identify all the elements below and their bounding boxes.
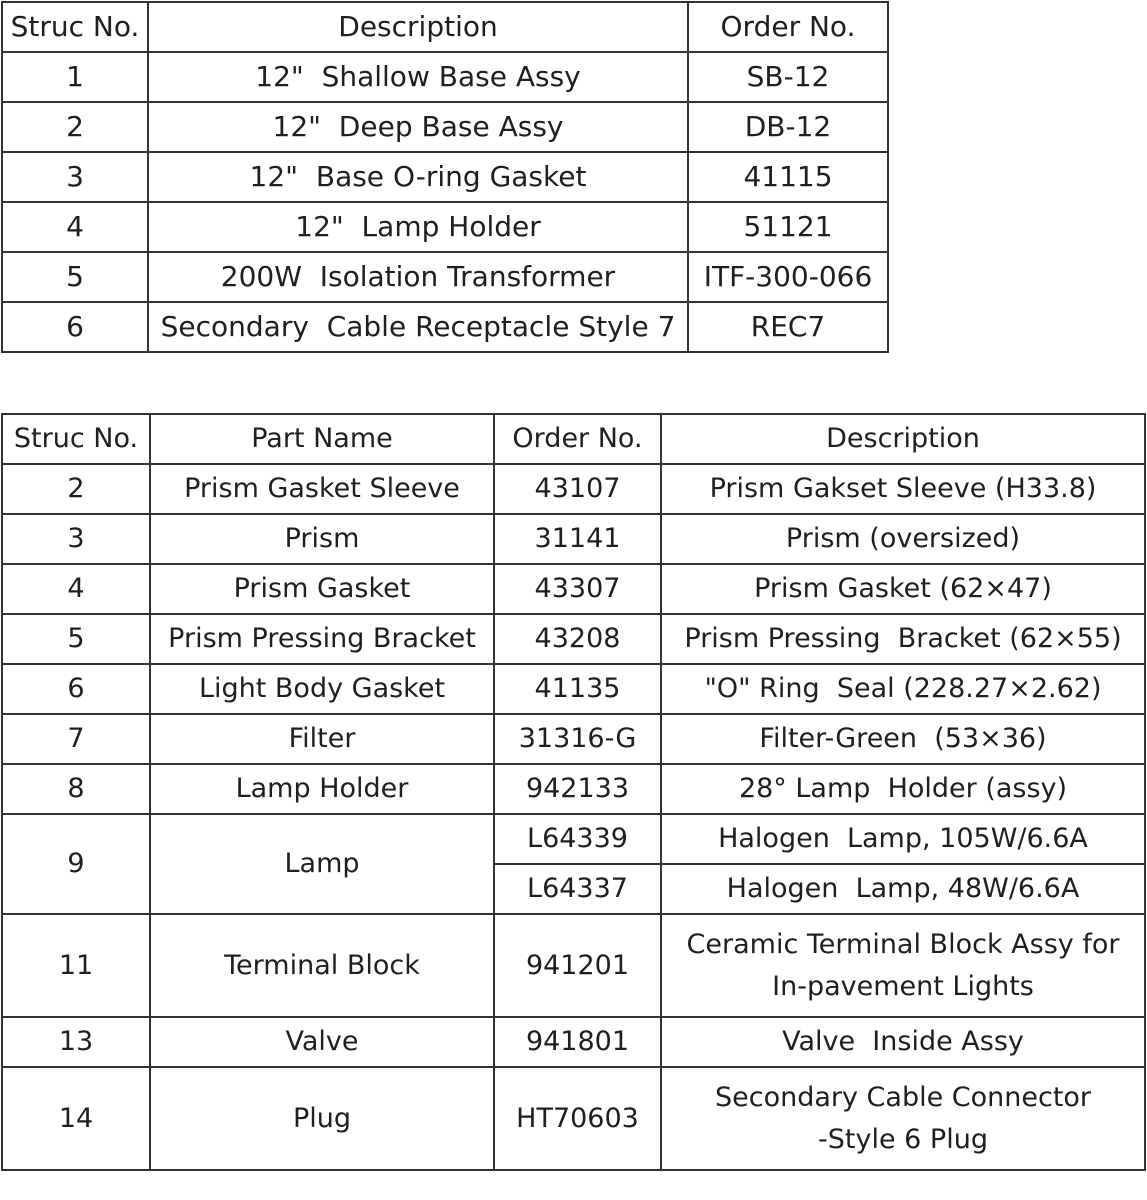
part-name-cell: Valve — [150, 1017, 494, 1067]
part-name-cell: Plug — [150, 1067, 494, 1170]
struc-no-cell: 6 — [2, 302, 148, 352]
description-cell: Prism Gakset Sleeve (H33.8) — [661, 464, 1145, 514]
order-no-cell: L64339 — [494, 814, 661, 864]
struc-no-cell: 4 — [2, 564, 150, 614]
table-row — [2, 764, 1145, 814]
description-cell: Prism Gasket (62×47) — [661, 564, 1145, 614]
description-cell: 28° Lamp Holder (assy) — [661, 764, 1145, 814]
struc-no-cell: 4 — [2, 202, 148, 252]
table-row — [2, 614, 1145, 664]
description-cell: Halogen Lamp, 105W/6.6A — [661, 814, 1145, 864]
order-no-cell: 43208 — [494, 614, 661, 664]
description-cell: Ceramic Terminal Block Assy for In-pavement Lights — [661, 914, 1145, 1017]
description-cell: Halogen Lamp, 48W/6.6A — [661, 864, 1145, 914]
part-name-cell: Filter — [150, 714, 494, 764]
part-name-cell: Terminal Block — [150, 914, 494, 1017]
table-row — [2, 152, 888, 202]
description-cell: 200W Isolation Transformer — [148, 252, 688, 302]
table-row — [2, 564, 1145, 614]
table-row — [2, 302, 888, 352]
description-cell: 12" Lamp Holder — [148, 202, 688, 252]
parts-table — [1, 413, 1146, 1171]
table-row — [2, 52, 888, 102]
part-name-cell: Prism Gasket — [150, 564, 494, 614]
order-no-cell: 941801 — [494, 1017, 661, 1067]
table-row — [2, 814, 1145, 864]
part-name-cell: Prism Gasket Sleeve — [150, 464, 494, 514]
description-cell: Prism Pressing Bracket (62×55) — [661, 614, 1145, 664]
order-no-cell: 31316-G — [494, 714, 661, 764]
order-no-cell: REC7 — [688, 302, 888, 352]
struc-no-cell: 5 — [2, 614, 150, 664]
order-no-cell: 942133 — [494, 764, 661, 814]
table-row — [2, 664, 1145, 714]
struc-no-cell: 1 — [2, 52, 148, 102]
table-row — [2, 1017, 1145, 1067]
part-name-cell: Lamp — [150, 814, 494, 914]
description-cell: "O" Ring Seal (228.27×2.62) — [661, 664, 1145, 714]
structure-table — [1, 1, 889, 353]
order-no-cell: L64337 — [494, 864, 661, 914]
order-no-cell: ITF-300-066 — [688, 252, 888, 302]
header-description: Description — [661, 414, 1145, 464]
part-name-cell: Lamp Holder — [150, 764, 494, 814]
struc-no-cell: 2 — [2, 102, 148, 152]
order-no-cell: 43107 — [494, 464, 661, 514]
struc-no-cell: 8 — [2, 764, 150, 814]
header-row — [2, 414, 1145, 464]
header-row — [2, 2, 888, 52]
table-row — [2, 1067, 1145, 1170]
struc-no-cell: 11 — [2, 914, 150, 1017]
header-struc-no: Struc No. — [2, 2, 148, 52]
description-cell: 12" Deep Base Assy — [148, 102, 688, 152]
part-name-cell: Prism Pressing Bracket — [150, 614, 494, 664]
struc-no-cell: 6 — [2, 664, 150, 714]
description-cell: Secondary Cable Receptacle Style 7 — [148, 302, 688, 352]
header-struc-no: Struc No. — [2, 414, 150, 464]
struc-no-cell: 14 — [2, 1067, 150, 1170]
header-order-no: Order No. — [688, 2, 888, 52]
part-name-cell: Light Body Gasket — [150, 664, 494, 714]
order-no-cell: SB-12 — [688, 52, 888, 102]
table-row — [2, 514, 1145, 564]
description-cell: Prism (oversized) — [661, 514, 1145, 564]
order-no-cell: HT70603 — [494, 1067, 661, 1170]
order-no-cell: 41135 — [494, 664, 661, 714]
description-cell: Secondary Cable Connector -Style 6 Plug — [661, 1067, 1145, 1170]
table-row — [2, 102, 888, 152]
struc-no-cell: 5 — [2, 252, 148, 302]
header-order-no: Order No. — [494, 414, 661, 464]
struc-no-cell: 7 — [2, 714, 150, 764]
order-no-cell: 31141 — [494, 514, 661, 564]
header-description: Description — [148, 2, 688, 52]
table-row — [2, 464, 1145, 514]
struc-no-cell: 3 — [2, 152, 148, 202]
order-no-cell: 43307 — [494, 564, 661, 614]
struc-no-cell: 2 — [2, 464, 150, 514]
description-cell: Valve Inside Assy — [661, 1017, 1145, 1067]
table-row — [2, 714, 1145, 764]
order-no-cell: 41115 — [688, 152, 888, 202]
struc-no-cell: 13 — [2, 1017, 150, 1067]
part-name-cell: Prism — [150, 514, 494, 564]
struc-no-cell: 9 — [2, 814, 150, 914]
order-no-cell: 51121 — [688, 202, 888, 252]
description-cell: 12" Base O-ring Gasket — [148, 152, 688, 202]
description-cell: 12" Shallow Base Assy — [148, 52, 688, 102]
table-row — [2, 202, 888, 252]
struc-no-cell: 3 — [2, 514, 150, 564]
order-no-cell: 941201 — [494, 914, 661, 1017]
header-part-name: Part Name — [150, 414, 494, 464]
order-no-cell: DB-12 — [688, 102, 888, 152]
table-row — [2, 252, 888, 302]
table-row — [2, 914, 1145, 1017]
description-cell: Filter-Green (53×36) — [661, 714, 1145, 764]
